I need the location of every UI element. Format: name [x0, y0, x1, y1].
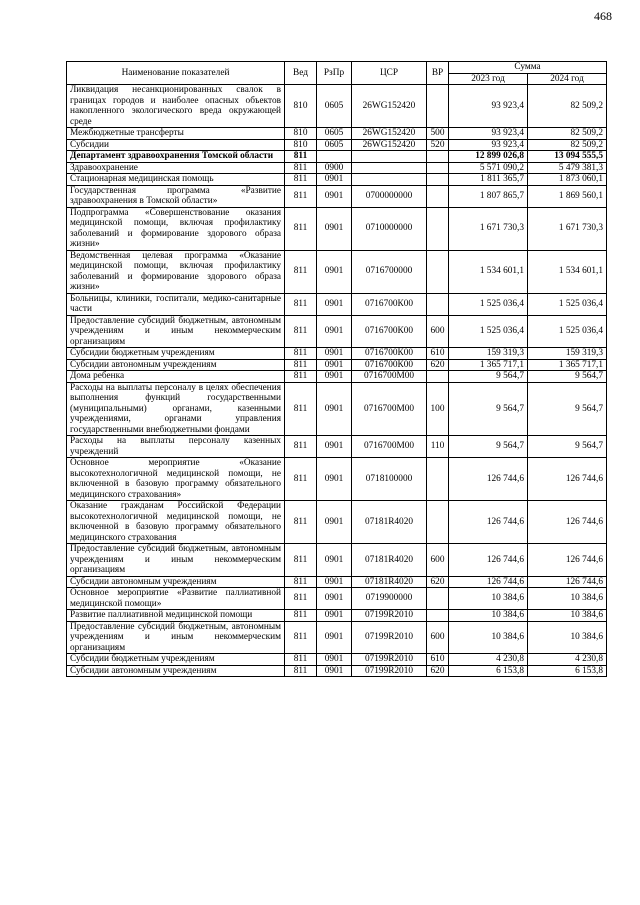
cell-rzpr: 0900: [317, 162, 352, 174]
cell-ved: 811: [285, 621, 317, 654]
cell-csr: 0716700К00: [352, 359, 427, 371]
table-row: [67, 151, 607, 163]
cell-name: Развитие паллиативной медицинской помощи: [67, 610, 285, 622]
cell-csr: 0716700М00: [352, 382, 427, 436]
cell-rzpr: 0901: [317, 544, 352, 577]
cell-2024: 10 384,6: [528, 610, 607, 622]
table-row: [67, 315, 607, 348]
table-row: [67, 185, 607, 207]
cell-rzpr: 0901: [317, 665, 352, 677]
cell-vr: 600: [427, 621, 449, 654]
cell-csr: 0716700М00: [352, 371, 427, 383]
header-csr: ЦСР: [352, 62, 427, 85]
cell-name: Субсидии бюджетным учреждениям: [67, 348, 285, 360]
cell-name: Субсидии: [67, 139, 285, 151]
cell-ved: 811: [285, 544, 317, 577]
cell-vr: [427, 458, 449, 501]
cell-name: Субсидии бюджетным учреждениям: [67, 654, 285, 666]
cell-csr: [352, 162, 427, 174]
table-row: [67, 85, 607, 128]
cell-ved: 811: [285, 293, 317, 315]
cell-rzpr: 0901: [317, 382, 352, 436]
header-name: Наименование показателей: [67, 62, 285, 85]
cell-ved: 810: [285, 85, 317, 128]
cell-rzpr: 0901: [317, 588, 352, 610]
table-row: [67, 576, 607, 588]
cell-rzpr: 0901: [317, 315, 352, 348]
cell-ved: 811: [285, 436, 317, 458]
cell-rzpr: 0605: [317, 85, 352, 128]
cell-rzpr: 0605: [317, 139, 352, 151]
cell-rzpr: 0901: [317, 436, 352, 458]
cell-2024: 9 564,7: [528, 371, 607, 383]
cell-name: Основное мероприятие «Развитие паллиативной медицинской помощи»: [67, 588, 285, 610]
cell-csr: 26WG152420: [352, 139, 427, 151]
cell-2024: 1 525 036,4: [528, 315, 607, 348]
cell-csr: 07199R2010: [352, 654, 427, 666]
cell-ved: 811: [285, 250, 317, 293]
cell-rzpr: 0901: [317, 207, 352, 250]
cell-rzpr: 0901: [317, 293, 352, 315]
cell-vr: 500: [427, 128, 449, 140]
cell-2023: 1 671 730,3: [449, 207, 528, 250]
cell-csr: [352, 151, 427, 163]
cell-csr: 0719900000: [352, 588, 427, 610]
cell-csr: 07199R2010: [352, 621, 427, 654]
cell-2024: 1 873 060,1: [528, 174, 607, 186]
cell-ved: 811: [285, 458, 317, 501]
table-row: [67, 458, 607, 501]
cell-2023: 10 384,6: [449, 588, 528, 610]
cell-csr: 07199R2010: [352, 610, 427, 622]
cell-ved: 811: [285, 162, 317, 174]
cell-2023: 6 153,8: [449, 665, 528, 677]
cell-vr: [427, 588, 449, 610]
cell-ved: 810: [285, 128, 317, 140]
header-year-2024: 2024 год: [528, 73, 607, 85]
cell-2024: 4 230,8: [528, 654, 607, 666]
cell-2023: 93 923,4: [449, 85, 528, 128]
cell-2024: 9 564,7: [528, 436, 607, 458]
table-row: [67, 654, 607, 666]
table-row: [67, 382, 607, 436]
cell-csr: 07181R4020: [352, 576, 427, 588]
cell-vr: 610: [427, 654, 449, 666]
cell-vr: 620: [427, 359, 449, 371]
cell-ved: 811: [285, 501, 317, 544]
cell-ved: 811: [285, 665, 317, 677]
cell-2023: 10 384,6: [449, 621, 528, 654]
cell-2023: 9 564,7: [449, 382, 528, 436]
cell-csr: [352, 174, 427, 186]
cell-csr: 0700000000: [352, 185, 427, 207]
cell-2024: 13 094 555,5: [528, 151, 607, 163]
cell-name: Предоставление субсидий бюджетным, автономным учреждениям и иным некоммерческим организациям: [67, 544, 285, 577]
cell-ved: 810: [285, 139, 317, 151]
cell-name: Государственная программа «Развитие здравоохранения в Томской области»: [67, 185, 285, 207]
cell-name: Расходы на выплаты персоналу казенных учреждений: [67, 436, 285, 458]
table-row: [67, 162, 607, 174]
cell-ved: 811: [285, 588, 317, 610]
cell-ved: 811: [285, 348, 317, 360]
cell-2023: 159 319,3: [449, 348, 528, 360]
cell-2023: 9 564,7: [449, 371, 528, 383]
cell-2023: 93 923,4: [449, 139, 528, 151]
cell-vr: 620: [427, 665, 449, 677]
cell-2024: 126 744,6: [528, 576, 607, 588]
cell-2023: 126 744,6: [449, 544, 528, 577]
cell-csr: 0716700М00: [352, 436, 427, 458]
cell-rzpr: 0901: [317, 174, 352, 186]
cell-name: Оказание гражданам Российской Федерации высокотехнологичной медицинской помощи, не включенной в базовую программу обязательного медицинского страхования: [67, 501, 285, 544]
cell-name: Субсидии автономным учреждениям: [67, 576, 285, 588]
table-row: [67, 128, 607, 140]
cell-2024: 1 365 717,1: [528, 359, 607, 371]
cell-name: Дома ребенка: [67, 371, 285, 383]
cell-name: Предоставление субсидий бюджетным, автономным учреждениям и иным некоммерческим организациям: [67, 621, 285, 654]
cell-2023: 9 564,7: [449, 436, 528, 458]
cell-vr: 610: [427, 348, 449, 360]
cell-vr: 520: [427, 139, 449, 151]
cell-ved: 811: [285, 359, 317, 371]
table-row: [67, 174, 607, 186]
cell-2024: 82 509,2: [528, 85, 607, 128]
cell-2024: 126 744,6: [528, 458, 607, 501]
cell-2023: 93 923,4: [449, 128, 528, 140]
cell-rzpr: 0901: [317, 458, 352, 501]
cell-rzpr: 0901: [317, 621, 352, 654]
cell-vr: [427, 293, 449, 315]
cell-2024: 1 671 730,3: [528, 207, 607, 250]
cell-ved: 811: [285, 371, 317, 383]
cell-2023: 10 384,6: [449, 610, 528, 622]
cell-rzpr: 0901: [317, 654, 352, 666]
cell-2024: 9 564,7: [528, 382, 607, 436]
table-row: [67, 250, 607, 293]
cell-ved: 811: [285, 174, 317, 186]
cell-rzpr: 0901: [317, 371, 352, 383]
cell-name: Межбюджетные трансферты: [67, 128, 285, 140]
cell-2023: 1 525 036,4: [449, 315, 528, 348]
cell-2023: 5 571 090,2: [449, 162, 528, 174]
cell-vr: [427, 162, 449, 174]
cell-rzpr: [317, 151, 352, 163]
table-row: [67, 665, 607, 677]
cell-rzpr: 0901: [317, 250, 352, 293]
cell-csr: 0716700К00: [352, 348, 427, 360]
table-row: [67, 293, 607, 315]
cell-2024: 1 534 601,1: [528, 250, 607, 293]
budget-table: [66, 61, 607, 677]
cell-ved: 811: [285, 315, 317, 348]
cell-2023: 1 365 717,1: [449, 359, 528, 371]
cell-vr: [427, 174, 449, 186]
cell-2023: 1 811 365,7: [449, 174, 528, 186]
cell-rzpr: 0901: [317, 610, 352, 622]
cell-2023: 4 230,8: [449, 654, 528, 666]
cell-2023: 126 744,6: [449, 576, 528, 588]
cell-csr: 07181R4020: [352, 544, 427, 577]
cell-2023: 126 744,6: [449, 501, 528, 544]
cell-vr: [427, 371, 449, 383]
cell-name: Подпрограмма «Совершенствование оказания медицинской помощи, включая профилактику заболеваний и формирование здорового образа жизни»: [67, 207, 285, 250]
cell-vr: [427, 501, 449, 544]
cell-2024: 10 384,6: [528, 621, 607, 654]
cell-2024: 126 744,6: [528, 544, 607, 577]
cell-ved: 811: [285, 654, 317, 666]
cell-name: Расходы на выплаты персоналу в целях обеспечения выполнения функций государственными (муниципальными) органами, казенными учреждениями, органами управления государственными внебюджетными фондами: [67, 382, 285, 436]
table-body: [67, 85, 607, 677]
cell-vr: 110: [427, 436, 449, 458]
cell-csr: 26WG152420: [352, 128, 427, 140]
cell-name: Здравоохранение: [67, 162, 285, 174]
table-row: [67, 621, 607, 654]
cell-vr: 600: [427, 315, 449, 348]
cell-ved: 811: [285, 207, 317, 250]
cell-name: Стационарная медицинская помощь: [67, 174, 285, 186]
table-row: [67, 610, 607, 622]
cell-name: Предоставление субсидий бюджетным, автономным учреждениям и иным некоммерческим организациям: [67, 315, 285, 348]
table-row: [67, 348, 607, 360]
header-sum: Сумма: [449, 62, 607, 74]
cell-csr: 0710000000: [352, 207, 427, 250]
cell-vr: [427, 185, 449, 207]
cell-2023: 1 525 036,4: [449, 293, 528, 315]
cell-ved: 811: [285, 576, 317, 588]
cell-2023: 1 807 865,7: [449, 185, 528, 207]
table-row: [67, 436, 607, 458]
cell-vr: 600: [427, 544, 449, 577]
cell-2024: 126 744,6: [528, 501, 607, 544]
cell-name: Субсидии автономным учреждениям: [67, 665, 285, 677]
cell-2023: 1 534 601,1: [449, 250, 528, 293]
cell-name: Департамент здравоохранения Томской области: [67, 151, 285, 163]
cell-vr: [427, 207, 449, 250]
table-row: [67, 207, 607, 250]
cell-2024: 10 384,6: [528, 588, 607, 610]
cell-2024: 82 509,2: [528, 128, 607, 140]
table-row: [67, 544, 607, 577]
cell-2024: 159 319,3: [528, 348, 607, 360]
cell-2024: 5 479 381,3: [528, 162, 607, 174]
cell-csr: 0718100000: [352, 458, 427, 501]
cell-csr: 0716700К00: [352, 293, 427, 315]
cell-csr: 26WG152420: [352, 85, 427, 128]
header-vr: ВР: [427, 62, 449, 85]
cell-2023: 12 899 026,8: [449, 151, 528, 163]
cell-rzpr: 0901: [317, 348, 352, 360]
cell-name: Субсидии автономным учреждениям: [67, 359, 285, 371]
cell-vr: 620: [427, 576, 449, 588]
cell-2024: 6 153,8: [528, 665, 607, 677]
cell-rzpr: 0901: [317, 185, 352, 207]
cell-csr: 07199R2010: [352, 665, 427, 677]
cell-2024: 82 509,2: [528, 139, 607, 151]
cell-rzpr: 0901: [317, 359, 352, 371]
cell-vr: 100: [427, 382, 449, 436]
cell-vr: [427, 85, 449, 128]
header-ved: Вед: [285, 62, 317, 85]
header-year-2023: 2023 год: [449, 73, 528, 85]
cell-2024: 1 869 560,1: [528, 185, 607, 207]
table-row: [67, 371, 607, 383]
table-row: [67, 359, 607, 371]
cell-2023: 126 744,6: [449, 458, 528, 501]
table-row: [67, 139, 607, 151]
cell-vr: [427, 610, 449, 622]
cell-ved: 811: [285, 185, 317, 207]
cell-name: Больницы, клиники, госпитали, медико-санитарные части: [67, 293, 285, 315]
cell-csr: 0716700000: [352, 250, 427, 293]
cell-csr: 0716700К00: [352, 315, 427, 348]
cell-ved: 811: [285, 610, 317, 622]
cell-2024: 1 525 036,4: [528, 293, 607, 315]
cell-ved: 811: [285, 151, 317, 163]
cell-rzpr: 0605: [317, 128, 352, 140]
table-row: [67, 588, 607, 610]
cell-rzpr: 0901: [317, 576, 352, 588]
table-row: [67, 501, 607, 544]
cell-ved: 811: [285, 382, 317, 436]
header-rzpr: РзПр: [317, 62, 352, 85]
cell-rzpr: 0901: [317, 501, 352, 544]
cell-name: Ведомственная целевая программа «Оказание медицинской помощи, включая профилактику заболеваний и формирование здорового образа жизни»: [67, 250, 285, 293]
cell-csr: 07181R4020: [352, 501, 427, 544]
cell-vr: [427, 250, 449, 293]
cell-name: Основное мероприятие «Оказание высокотехнологичной медицинской помощи, не включенной в базовую программу обязательного медицинского страхования»: [67, 458, 285, 501]
cell-name: Ликвидация несанкционированных свалок в границах городов и наиболее опасных объектов накопленного экологического вреда окружающей среде: [67, 85, 285, 128]
page-number: 468: [594, 9, 612, 23]
cell-vr: [427, 151, 449, 163]
